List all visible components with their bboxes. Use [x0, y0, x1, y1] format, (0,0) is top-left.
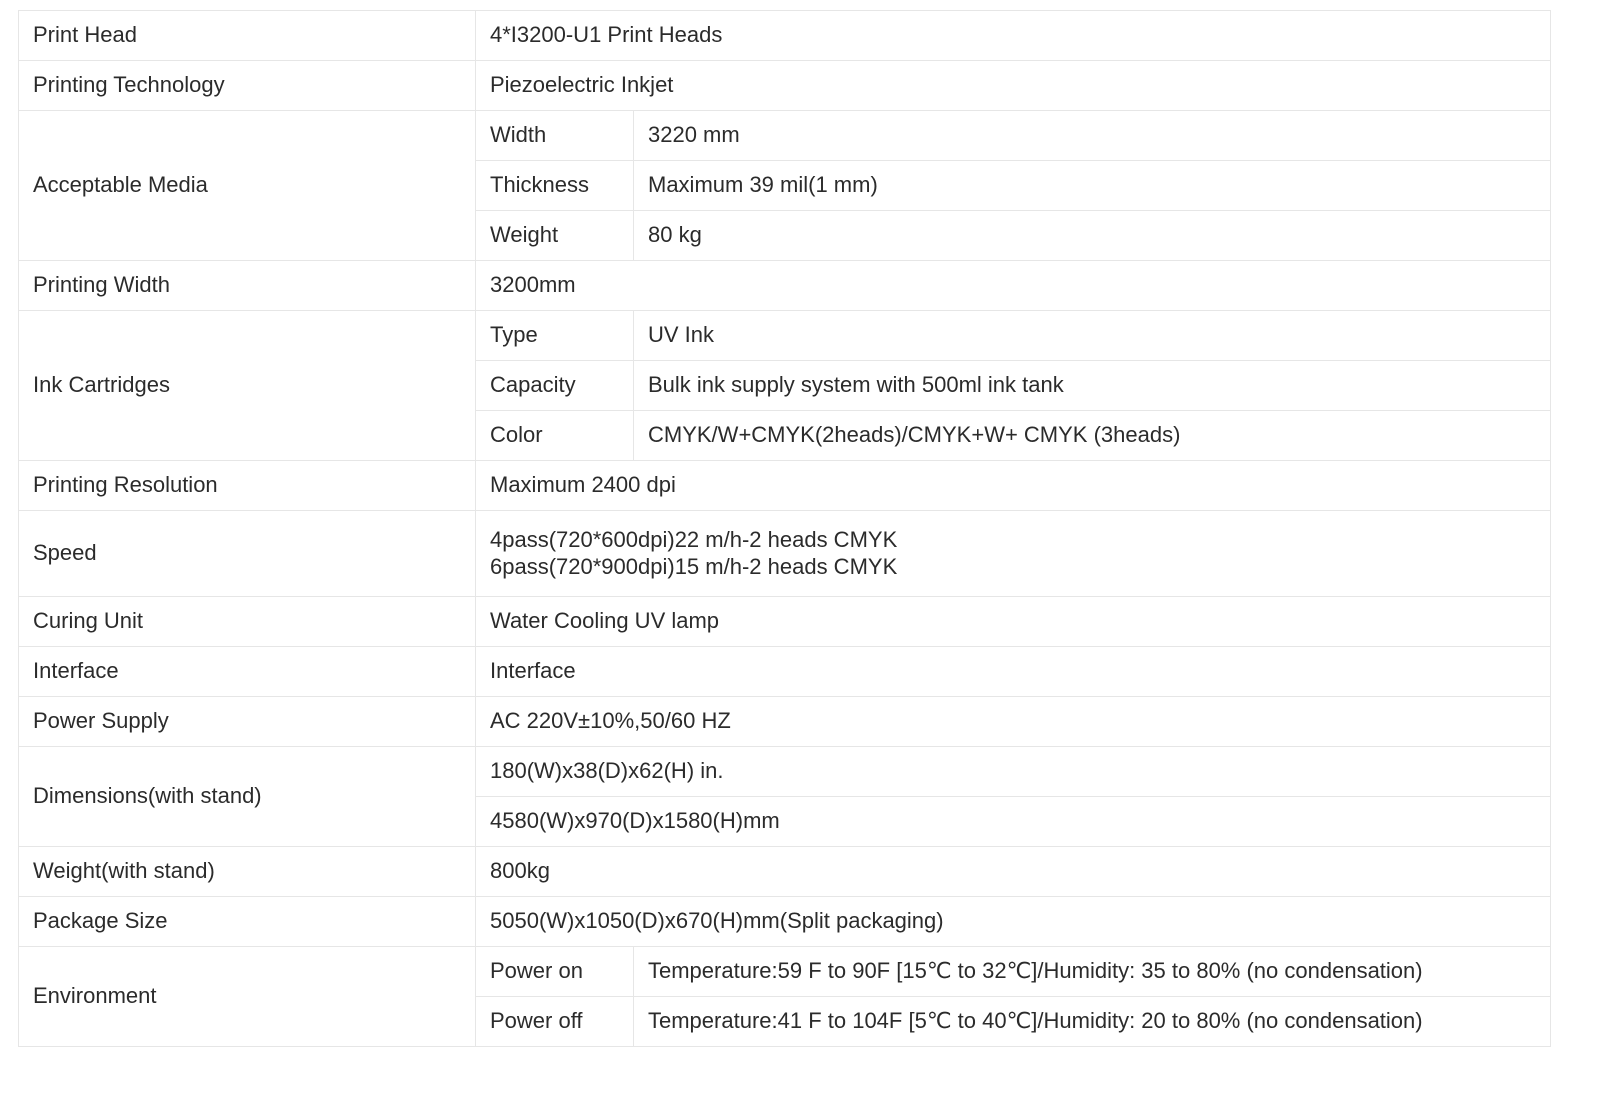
table-row: [19, 897, 1551, 947]
spec-value: Piezoelectric Inkjet: [476, 61, 1551, 111]
spec-sublabel: Width: [476, 111, 634, 161]
spec-value: 4580(W)x970(D)x1580(H)mm: [476, 797, 1551, 847]
table-row: [19, 597, 1551, 647]
spec-sublabel: Type: [476, 311, 634, 361]
spec-label: Printing Width: [19, 261, 476, 311]
spec-value: Temperature:41 F to 104F [5℃ to 40℃]/Humidity: 20 to 80% (no condensation): [634, 997, 1551, 1047]
table-row: [19, 111, 1551, 161]
table-row: [19, 511, 1551, 597]
spec-sublabel: Power off: [476, 997, 634, 1047]
spec-value: 800kg: [476, 847, 1551, 897]
spec-value: Interface: [476, 647, 1551, 697]
spec-value: Maximum 39 mil(1 mm): [634, 161, 1551, 211]
spec-value: Bulk ink supply system with 500ml ink tank: [634, 361, 1551, 411]
speed-line: 4pass(720*600dpi)22 m/h-2 heads CMYK: [490, 527, 898, 553]
spec-label: Interface: [19, 647, 476, 697]
table-row: [19, 747, 1551, 797]
spec-value: CMYK/W+CMYK(2heads)/CMYK+W+ CMYK (3heads): [634, 411, 1551, 461]
spec-value: [476, 511, 1551, 597]
spec-sublabel: Weight: [476, 211, 634, 261]
spec-label: Acceptable Media: [19, 111, 476, 261]
spec-label: Dimensions(with stand): [19, 747, 476, 847]
spec-label: Curing Unit: [19, 597, 476, 647]
spec-sublabel: Color: [476, 411, 634, 461]
spec-table: [18, 10, 1551, 1047]
table-row: [19, 847, 1551, 897]
spec-label: Printing Technology: [19, 61, 476, 111]
spec-value: 3200mm: [476, 261, 1551, 311]
spec-value: 80 kg: [634, 211, 1551, 261]
spec-sublabel: Capacity: [476, 361, 634, 411]
table-row: [19, 261, 1551, 311]
spec-label: Environment: [19, 947, 476, 1047]
spec-label: Weight(with stand): [19, 847, 476, 897]
spec-value: 180(W)x38(D)x62(H) in.: [476, 747, 1551, 797]
spec-label: Power Supply: [19, 697, 476, 747]
spec-value: 3220 mm: [634, 111, 1551, 161]
speed-line: 6pass(720*900dpi)15 m/h-2 heads CMYK: [490, 553, 898, 579]
spec-value: 4*I3200-U1 Print Heads: [476, 11, 1551, 61]
spec-value: UV Ink: [634, 311, 1551, 361]
spec-value: Water Cooling UV lamp: [476, 597, 1551, 647]
spec-value: AC 220V±10%,50/60 HZ: [476, 697, 1551, 747]
spec-sublabel: Thickness: [476, 161, 634, 211]
spec-sublabel: Power on: [476, 947, 634, 997]
spec-label: Package Size: [19, 897, 476, 947]
spec-value: 5050(W)x1050(D)x670(H)mm(Split packaging): [476, 897, 1551, 947]
spec-value: Temperature:59 F to 90F [15℃ to 32℃]/Humidity: 35 to 80% (no condensation): [634, 947, 1551, 997]
table-row: [19, 647, 1551, 697]
table-row: [19, 947, 1551, 997]
table-row: [19, 461, 1551, 511]
spec-label: Ink Cartridges: [19, 311, 476, 461]
spec-label: Printing Resolution: [19, 461, 476, 511]
table-row: [19, 311, 1551, 361]
spec-label: Speed: [19, 511, 476, 597]
table-row: [19, 11, 1551, 61]
spec-value: Maximum 2400 dpi: [476, 461, 1551, 511]
table-row: [19, 697, 1551, 747]
spec-label: Print Head: [19, 11, 476, 61]
table-row: [19, 61, 1551, 111]
